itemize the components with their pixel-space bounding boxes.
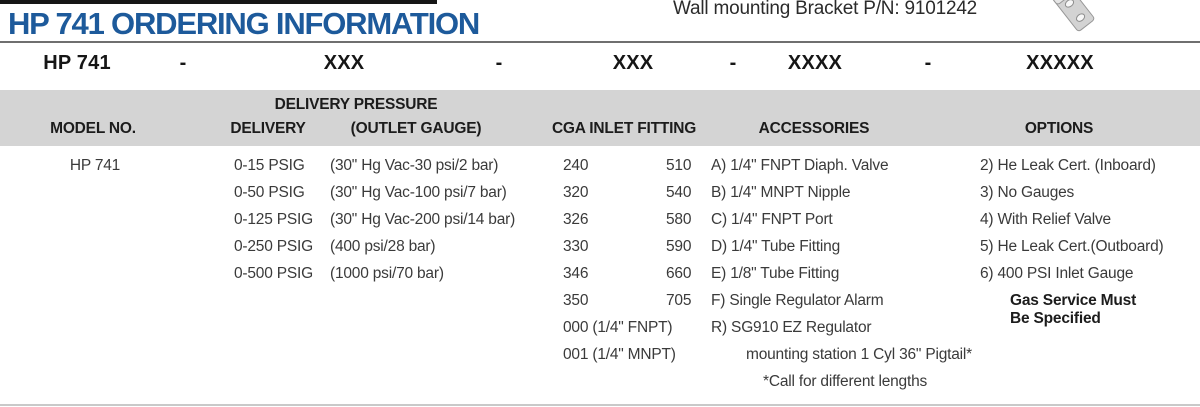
accessory-cell: C) 1/4" FNPT Port: [711, 211, 833, 228]
delivery-cell: 0-15 PSIG: [234, 157, 305, 174]
cga-cell: 510: [666, 157, 692, 174]
cga-column-2: [666, 152, 691, 314]
option-cell: 4) With Relief Valve: [980, 211, 1111, 228]
cga-cell: 240: [563, 157, 589, 174]
pn-dash-3: -: [729, 52, 737, 74]
bottom-divider: [0, 404, 1200, 406]
delivery-column: [234, 152, 313, 287]
cga-cell: 350: [563, 292, 589, 309]
outlet-gauge-cell: (400 psi/28 bar): [330, 238, 436, 255]
header-model-no: MODEL NO.: [50, 120, 136, 137]
header-options: OPTIONS: [1024, 120, 1094, 137]
delivery-cell: 0-125 PSIG: [234, 211, 313, 228]
title-divider: [0, 41, 1200, 43]
cga-cell: 660: [666, 265, 692, 282]
accessory-footnote: *Call for different lengths: [763, 373, 928, 390]
accessory-cell-continuation: mounting station 1 Cyl 36" Pigtail*: [746, 346, 972, 363]
accessory-cell: F) Single Regulator Alarm: [711, 292, 884, 309]
accessory-cell: R) SG910 EZ Regulator: [711, 319, 872, 336]
accessory-cell: B) 1/4" MNPT Nipple: [711, 184, 851, 201]
cga-cell: 580: [666, 211, 692, 228]
accessory-cell: A) 1/4" FNPT Diaph. Valve: [711, 157, 889, 174]
cga-cell: 590: [666, 238, 692, 255]
header-cga-inlet-fitting: CGA INLET FITTING: [551, 120, 697, 137]
gas-service-note: [1010, 292, 1136, 328]
outlet-gauge-cell: (30" Hg Vac-200 psi/14 bar): [330, 211, 516, 228]
delivery-cell: 0-50 PSIG: [234, 184, 305, 201]
pn-model: HP 741: [43, 52, 111, 74]
wall-bracket-icon: [1042, 0, 1106, 47]
header-delivery-pressure-group: DELIVERY PRESSURE: [274, 96, 438, 113]
wall-bracket-note: Wall mounting Bracket P/N: 9101242: [673, 0, 978, 19]
cga-cell: 000 (1/4" FNPT): [563, 319, 673, 336]
model-cell: HP 741: [69, 157, 121, 174]
cga-cell: 540: [666, 184, 692, 201]
header-delivery: DELIVERY: [230, 120, 306, 137]
delivery-cell: 0-250 PSIG: [234, 238, 313, 255]
pn-segment-2: XXX: [612, 52, 654, 74]
outlet-gauge-cell: (30" Hg Vac-100 psi/7 bar): [330, 184, 507, 201]
pn-segment-4: XXXXX: [1026, 52, 1094, 74]
gas-service-note-line2: Be Specified: [1010, 310, 1101, 327]
accessories-column: [711, 152, 972, 395]
header-outlet-gauge: (OUTLET GAUGE): [350, 120, 482, 137]
delivery-cell: 0-500 PSIG: [234, 265, 313, 282]
options-column: [980, 152, 1163, 287]
outlet-gauge-cell: (30" Hg Vac-30 psi/2 bar): [330, 157, 499, 174]
pn-dash-4: -: [924, 52, 932, 74]
pn-segment-1: XXX: [323, 52, 365, 74]
option-cell: 3) No Gauges: [980, 184, 1075, 201]
option-cell: 6) 400 PSI Inlet Gauge: [980, 265, 1134, 282]
header-accessories: ACCESSORIES: [758, 120, 870, 137]
pn-dash-1: -: [179, 52, 187, 74]
cga-column-1: [563, 152, 676, 368]
option-cell: 2) He Leak Cert. (Inboard): [980, 157, 1156, 174]
option-cell: 5) He Leak Cert.(Outboard): [980, 238, 1164, 255]
page-title: HP 741 ORDERING INFORMATION: [8, 6, 480, 41]
cga-cell: 001 (1/4" MNPT): [563, 346, 676, 363]
accessory-cell: D) 1/4" Tube Fitting: [711, 238, 841, 255]
cga-cell: 346: [563, 265, 589, 282]
pn-segment-3: XXXX: [787, 52, 843, 74]
cga-cell: 326: [563, 211, 589, 228]
accessory-cell: E) 1/8" Tube Fitting: [711, 265, 840, 282]
cga-cell: 320: [563, 184, 589, 201]
cga-cell: 330: [563, 238, 589, 255]
cga-cell: 705: [666, 292, 692, 309]
pn-dash-2: -: [495, 52, 503, 74]
section-top-bar: [0, 0, 437, 4]
outlet-gauge-column: [330, 152, 515, 287]
gas-service-note-line1: Gas Service Must: [1010, 292, 1137, 309]
outlet-gauge-cell: (1000 psi/70 bar): [330, 265, 444, 282]
model-column: [70, 152, 120, 179]
